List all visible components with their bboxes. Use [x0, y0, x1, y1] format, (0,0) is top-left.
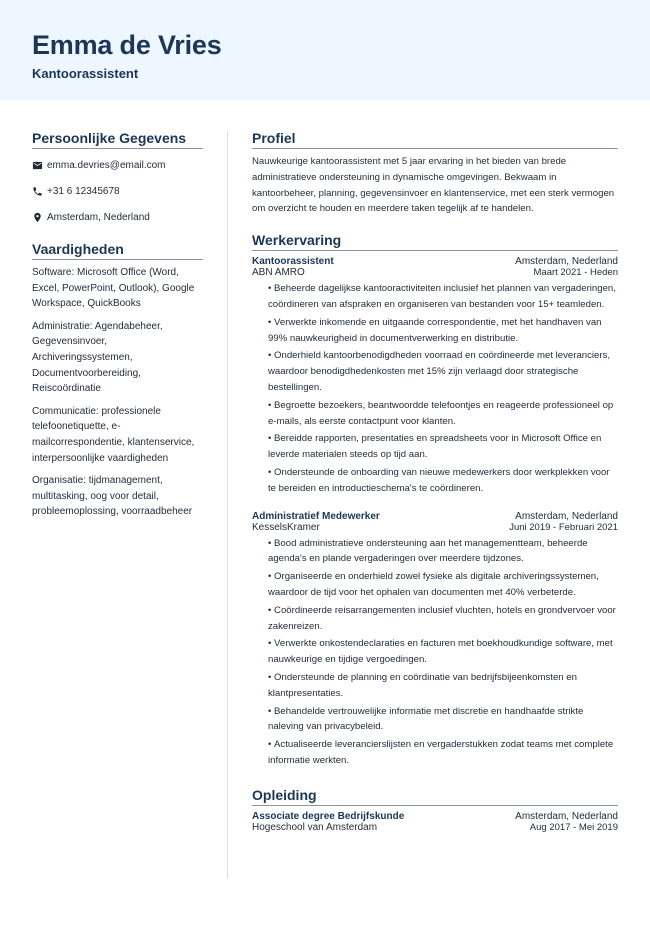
location-icon	[32, 212, 43, 223]
job-company: ABN AMRO	[252, 267, 305, 279]
skill-item: Communicatie: professionele telefoonetiquette, e-mailcorrespondentie, klantenservice, interpersoonlijke vaardigheden	[32, 405, 195, 464]
personal-heading: Persoonlijke Gegevens	[32, 130, 203, 149]
education-degree: Associate degree Bedrijfskunde	[252, 810, 405, 822]
candidate-name: Emma de Vries	[32, 30, 222, 60]
skill-item: Software: Microsoft Office (Word, Excel, PowerPoint, Outlook), Google Workspace, QuickBooks	[32, 267, 195, 310]
job-bullet: • Organiseerde en onderhield zowel fysieke als digitale archiveringssystemen, waardoor de tijd voor het ophalen van documenten met 40% verbeterde.	[268, 569, 618, 601]
contact-location-text: Amsterdam, Nederland	[47, 211, 150, 223]
job-bullet: • Ondersteunde de onboarding van nieuwe medewerkers door werkplekken voor te bereiden en introductieschema's te coördineren.	[268, 465, 618, 497]
contact-phone-text: +31 6 12345678	[47, 185, 120, 197]
contact-email-text: emma.devries@email.com	[47, 159, 166, 171]
job-dates: Maart 2021 - Heden	[533, 267, 618, 279]
education-school: Hogeschool van Amsterdam	[252, 821, 378, 833]
job-title: Administratief Medewerker	[252, 510, 380, 522]
job-bullet: • Onderhield kantoorbenodigdheden voorraad en coördineerde met leveranciers, waardoor benodigdhedenkosten met 15% zijn verlaagd door strategische bestellingen.	[268, 348, 618, 395]
job-entry	[252, 511, 618, 769]
education-heading: Opleiding	[252, 787, 618, 806]
experience-heading: Werkervaring	[252, 232, 618, 251]
email-icon	[32, 160, 43, 171]
candidate-title: Kantoorassistent	[32, 66, 139, 81]
job-bullet: • Verwerkte onkostendeclaraties en facturen met boekhoudkundige software, met nauwkeurige en tijdige vergoedingen.	[268, 636, 618, 668]
job-bullet: • Begroette bezoekers, beantwoordde telefoontjes en reageerde professioneel op e-mails, als eerste contactpunt voor klanten.	[268, 398, 618, 430]
job-bullet: • Behandelde vertrouwelijke informatie met discretie en handhaafde strikte naleving van privacybeleid.	[268, 704, 618, 736]
phone-icon	[32, 186, 43, 197]
job-bullet: • Ondersteunde de planning en coördinatie van bedrijfsbijeenkomsten en klantpresentaties.	[268, 670, 618, 702]
job-bullet: • Bereidde rapporten, presentaties en spreadsheets voor in Microsoft Office en leverde materialen steeds op tijd aan.	[268, 431, 618, 463]
job-bullet: • Bood administratieve ondersteuning aan het managementteam, beheerde agenda's en plande vergaderingen over meerdere tijdzones.	[268, 536, 618, 568]
job-location: Amsterdam, Nederland	[515, 256, 618, 268]
education-location: Amsterdam, Nederland	[515, 810, 618, 822]
right-column	[252, 130, 618, 833]
resume-header	[0, 0, 650, 100]
job-title: Kantoorassistent	[252, 256, 334, 268]
contact-email[interactable]	[32, 152, 203, 178]
job-bullet: • Beheerde dagelijkse kantooractiviteiten inclusief het plannen van vergaderingen, coördineren van afspraken en organiseren van bestanden voor 15+ teamleden.	[268, 281, 618, 313]
skill-item: Organisatie: tijdmanagement, multitasking, oog voor detail, probleemoplossing, voorraadbeheer	[32, 475, 193, 518]
education-dates: Aug 2017 - Mei 2019	[529, 821, 618, 833]
job-bullet: • Coördineerde reisarrangementen inclusief vluchten, hotels en grondvervoer voor zakenreizen.	[268, 603, 618, 635]
skill-item: Administratie: Agendabeheer, Gegevensinvoer, Archiveringssystemen, Documentvoorbereiding, Reiscoördinatie	[32, 320, 163, 395]
job-bullets	[268, 536, 618, 769]
skills-list	[32, 265, 203, 520]
job-location: Amsterdam, Nederland	[515, 510, 618, 522]
column-divider	[227, 131, 228, 878]
profile-heading: Profiel	[252, 130, 618, 149]
contact-phone[interactable]	[32, 178, 203, 204]
job-dates: Juni 2019 - Februari 2021	[509, 521, 618, 533]
contact-location	[32, 204, 203, 230]
job-bullets	[268, 281, 618, 496]
education-entry	[252, 811, 618, 833]
job-entry	[252, 256, 618, 496]
left-column	[32, 130, 203, 527]
skills-heading: Vaardigheden	[32, 241, 203, 260]
job-bullet: • Verwerkte inkomende en uitgaande correspondentie, met het handhaven van 99% nauwkeurigheid in documentverwerking en distributie.	[268, 315, 618, 347]
job-company: KesselsKramer	[252, 521, 320, 533]
job-bullet: • Actualiseerde leverancierslijsten en vergaderstukken zodat teams met complete informatie werkten.	[268, 737, 618, 769]
profile-summary: Nauwkeurige kantoorassistent met 5 jaar ervaring in het bieden van brede administratieve ondersteuning in dynamische omgevingen. Bekwaam in kantoorbeheer, planning, gegevensinvoer en klantenservice, met een sterk vermogen om overzicht te houden en meerdere taken tegelijk af te handelen.	[252, 156, 615, 215]
